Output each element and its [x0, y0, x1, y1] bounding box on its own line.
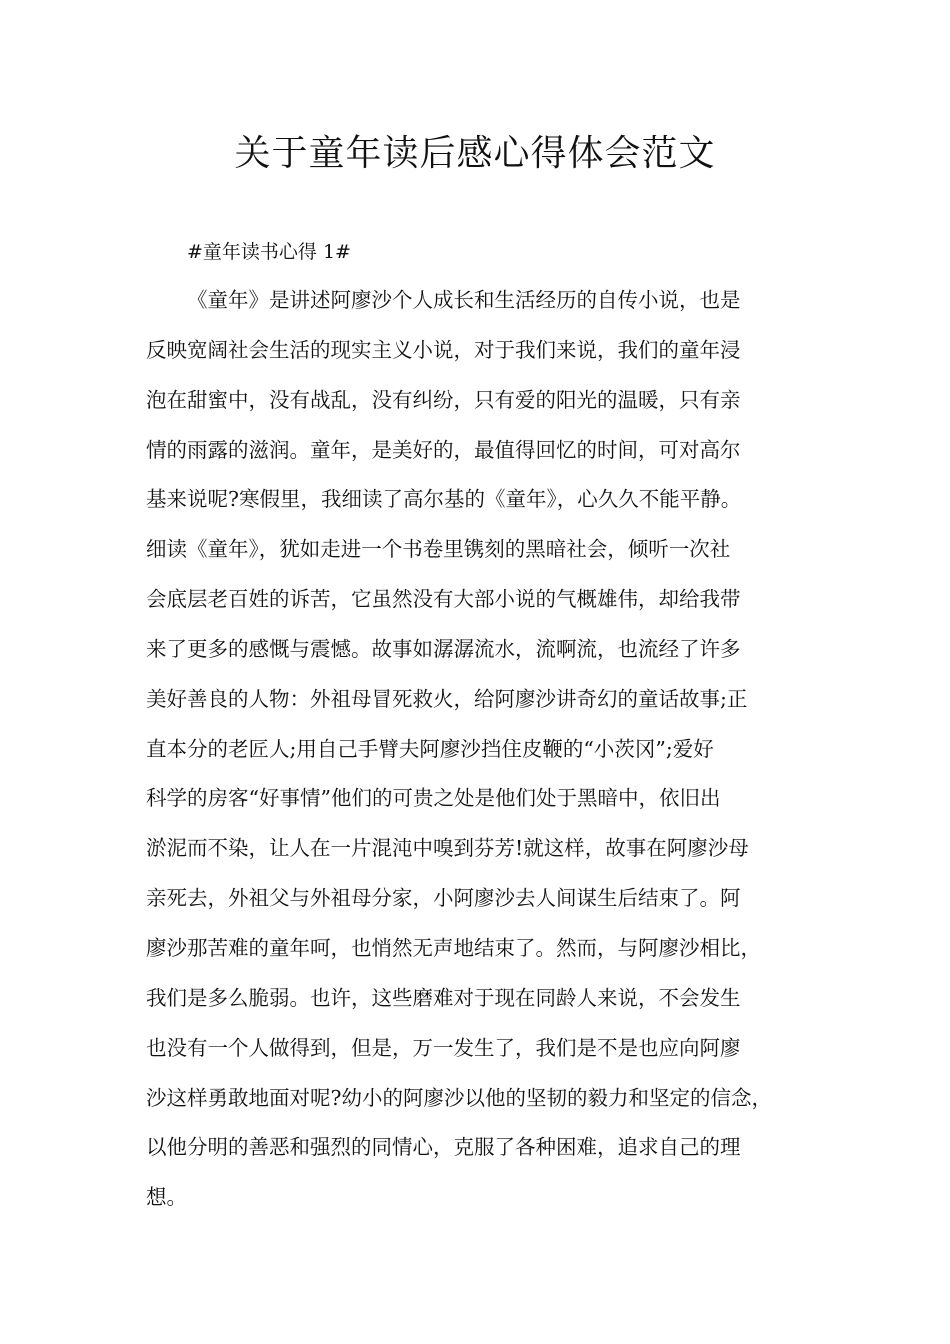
paragraph-line: 想。: [146, 1185, 187, 1210]
paragraph-line: 我们是多么脆弱。也许，这些磨难对于现在同龄人来说，不会发生: [146, 985, 741, 1010]
section-heading: #童年读书心得 1#: [187, 241, 351, 263]
paragraph-line: 也没有一个人做得到，但是，万一发生了，我们是不是也应向阿廖: [146, 1035, 741, 1060]
paragraph-line: 来了更多的感慨与震憾。故事如潺潺流水，流啊流，也流经了许多: [146, 636, 741, 661]
paragraph-line: 情的雨露的滋润。童年，是美好的，最值得回忆的时间，可对高尔: [146, 437, 741, 462]
paragraph-line: 《童年》是讲述阿廖沙个人成长和生活经历的自传小说，也是: [187, 288, 741, 312]
body-paragraph: [0, 282, 950, 1229]
paragraph-line: 淤泥而不染，让人在一片混沌中嗅到芬芳!就这样，故事在阿廖沙母: [146, 836, 749, 861]
paragraph-line: 直本分的老匠人;用自己手臂夫阿廖沙挡住皮鞭的“小茨冈”;爱好: [146, 736, 714, 761]
paragraph-line: 沙这样勇敢地面对呢?幼小的阿廖沙以他的坚韧的毅力和坚定的信念，: [146, 1085, 772, 1110]
paragraph-line: 亲死去，外祖父与外祖母分家，小阿廖沙去人间谋生后结束了。阿: [146, 886, 741, 911]
paragraph-line: 基来说呢?寒假里，我细读了高尔基的《童年》，心久久不能平静。: [146, 487, 742, 512]
paragraph-line: 以他分明的善恶和强烈的同情心，克服了各种困难，追求自己的理: [146, 1135, 741, 1160]
document-title: 关于童年读后感心得体会范文: [234, 133, 716, 174]
paragraph-line: 廖沙那苦难的童年呵，也悄然无声地结束了。然而，与阿廖沙相比，: [146, 935, 761, 960]
paragraph-line: 会底层老百姓的诉苦，它虽然没有大部小说的气概雄伟，却给我带: [146, 587, 741, 612]
paragraph-line: 细读《童年》，犹如走进一个书卷里镌刻的黑暗社会，倾听一次社: [146, 537, 731, 562]
paragraph-line: 泡在甜蜜中，没有战乱，没有纠纷，只有爱的阳光的温暖，只有亲: [146, 387, 741, 412]
paragraph-line: 美好善良的人物：外祖母冒死救火，给阿廖沙讲奇幻的童话故事;正: [146, 686, 748, 711]
paragraph-line: 科学的房客“好事情”他们的可贵之处是他们处于黑暗中，依旧出: [146, 786, 721, 811]
paragraph-line: 反映宽阔社会生活的现实主义小说，对于我们来说，我们的童年浸: [146, 337, 741, 362]
